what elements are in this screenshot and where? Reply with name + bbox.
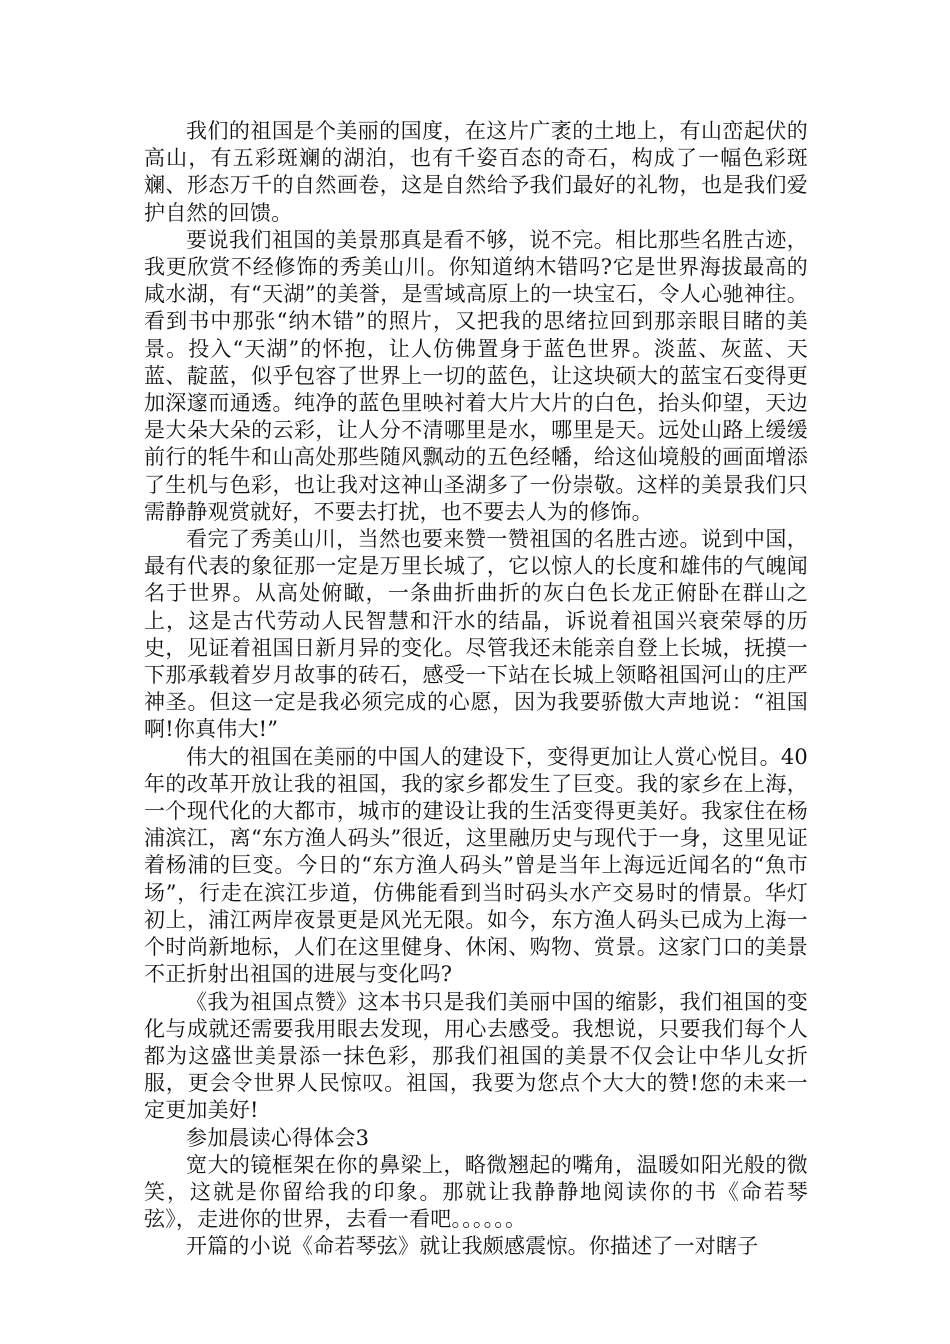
section-heading: 参加晨读心得体会3 xyxy=(186,1125,370,1150)
paragraph-5: 《我为祖国点赞》这本书只是我们美丽中国的缩影，我们祖国的变化与成就还需要我用眼去发现，用心去感受。我想说，只要我们每个人都为这盛世美景添一抹色彩，那我们祖国的美景不仅会让中华儿女折服，更会令世界人民惊叹。祖国，我要为您点个大大的赞!您的未来一定更加美好! xyxy=(144,989,808,1123)
paragraph-3: 看完了秀美山川，当然也要来赞一赞祖国的名胜古迹。说到中国，最有代表的象征那一定是万里长城了，它以惊人的长度和雄伟的气魄闻名于世界。从高处俯瞰，一条曲折曲折的灰白色长龙正俯卧在群山之上，这是古代劳动人民智慧和汗水的结晶，诉说着祖国兴衰荣辱的历史，见证着祖国日新月异的变化。尽管我还未能亲自登上长城，抚摸一下那承载着岁月故事的砖石，感受一下站在长城上领略祖国河山的庄严神圣。但这一定是我必须完成的心愿，因为我要骄傲大声地说：“祖国啊!你真伟大!” xyxy=(144,527,808,742)
paragraph-6: 宽大的镜框架在你的鼻梁上，略微翘起的嘴角，温暖如阳光般的微笑，这就是你留给我的印象。那就让我静静地阅读你的书《命若琴弦》，走进你的世界，去看一看吧。。。。。。 xyxy=(144,1152,808,1232)
paragraph-7: 开篇的小说《命若琴弦》就让我颇感震惊。你描述了一对瞎子 xyxy=(186,1234,759,1259)
document-body xyxy=(144,118,808,1261)
paragraph-1: 我们的祖国是个美丽的国度，在这片广袤的土地上，有山峦起伏的高山，有五彩斑斓的湖泊，也有千姿百态的奇石，构成了一幅色彩斑斓、形态万千的自然画卷，这是自然给予我们最好的礼物，也是我们爱护自然的回馈。 xyxy=(144,119,808,225)
paragraph-4: 伟大的祖国在美丽的中国人的建设下，变得更加让人赏心悦目。40年的改革开放让我的祖国，我的家乡都发生了巨变。我的家乡在上海，一个现代化的大都市，城市的建设让我的生活变得更美好。我家住在杨浦滨江，离“东方渔人码头”很近，这里融历史与现代于一身，这里见证着杨浦的巨变。今日的“东方渔人码头”曾是当年上海远近闻名的“魚市场”，行走在滨江步道，仿佛能看到当时码头水产交易时的情景。华灯初上，浦江两岸夜景更是风光无限。如今，东方渔人码头已成为上海一个时尚新地标，人们在这里健身、休闲、购物、赏景。这家门口的美景不正折射出祖国的进展与变化吗? xyxy=(144,744,808,987)
paragraph-2: 要说我们祖国的美景那真是看不够，说不完。相比那些名胜古迹，我更欣赏不经修饰的秀美山川。你知道纳木错吗?它是世界海拔最高的咸水湖，有“天湖”的美誉，是雪域高原上的一块宝石，令人心驰神往。看到书中那张“纳木错”的照片，又把我的思绪拉回到那亲眼目睹的美景。投入“天湖”的怀抱，让人仿佛置身于蓝色世界。淡蓝、灰蓝、天蓝、靛蓝，似乎包容了世界上一切的蓝色，让这块硕大的蓝宝石变得更加深邃而通透。纯净的蓝色里映衬着大片大片的白色，抬头仰望，天边是大朵大朵的云彩，让人分不清哪里是水，哪里是天。远处山路上缓缓前行的牦牛和山高处那些随风飘动的五色经幡，给这仙境般的画面增添了生机与色彩，也让我对这神山圣湖多了一份崇敬。这样的美景我们只需静静观赏就好，不要去打扰，也不要去人为的修饰。 xyxy=(144,227,808,524)
